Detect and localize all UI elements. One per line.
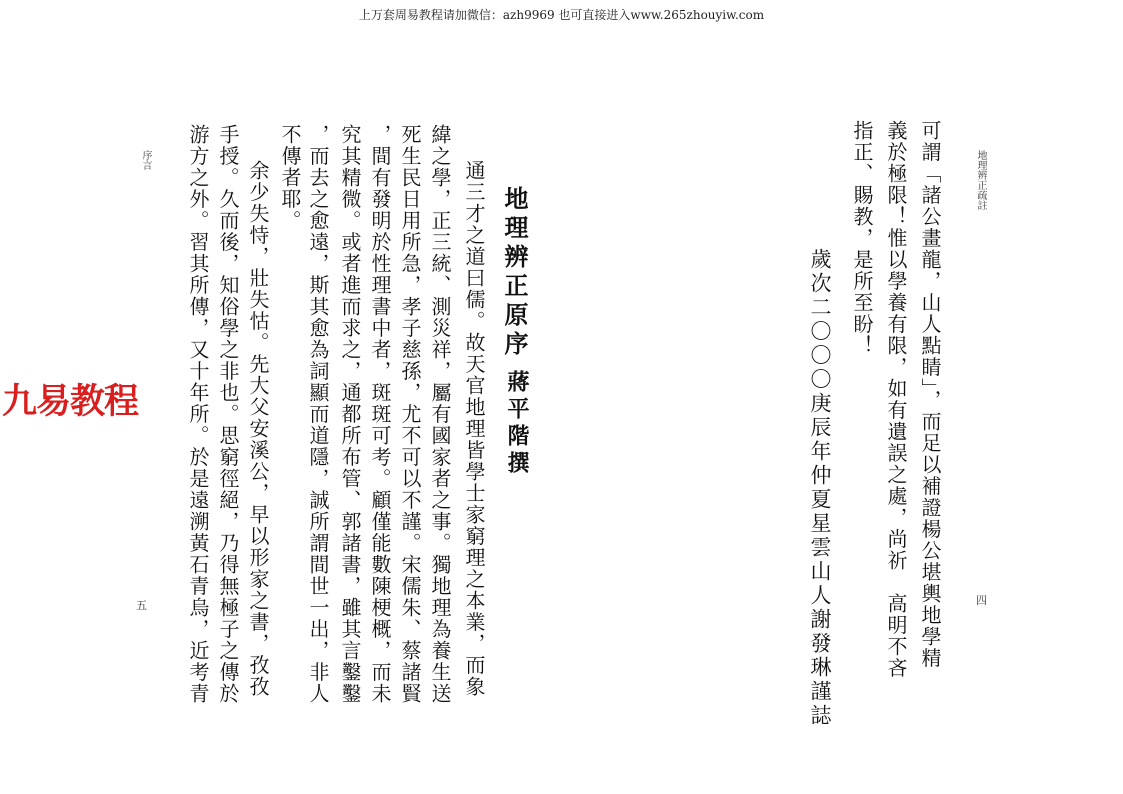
right-page-signature: 歲次二〇〇〇庚辰年仲夏星雲山人謝發琳謹誌 (808, 248, 832, 728)
left-page-footer: 序言 (140, 150, 151, 170)
left-page-line-7: 不傳者耶。 (278, 124, 302, 232)
preface-title: 地理辨正原序 (500, 186, 529, 360)
right-page-line-1: 可謂「諸公畫龍，山人點睛」，而足以補證楊公堪輿地學精 (918, 120, 942, 669)
preface-author: 蔣平階撰 (504, 370, 530, 478)
left-page-line-9: 手授。久而後，知俗學之非也。思窮徑絕，乃得無極子之傳於 (216, 124, 240, 705)
right-page-header: 地理辨正疏註 (975, 150, 986, 210)
top-banner-text: 上万套周易教程请加微信：azh9969 也可直接进入www.265zhouyiw.com (358, 8, 765, 22)
left-page-line-2: 緯之學，正三統、測災祥，屬有國家者之事。獨地理為養生送 (428, 124, 452, 705)
left-page-line-5: 究其精微。或者進而求之，通都所布管、郭諸書，雖其言鑿鑿 (338, 124, 362, 705)
left-page-line-8: 余少失恃，壯失怙。先大父安溪公，早以形家之書，孜孜 (246, 160, 270, 698)
left-page-line-6: ，而去之愈遠，斯其愈為詞顯而道隱，誠所謂間世一出，非人 (306, 124, 330, 705)
right-page-line-3: 指正、賜教，是所至盼！ (850, 120, 874, 357)
left-page-line-3: 死生民日用所急，孝子慈孫，尤不可以不謹。宋儒朱、蔡諸賢 (398, 124, 422, 705)
left-page-number: 五 (136, 599, 147, 612)
left-page-line-4: ，間有發明於性理書中者，斑斑可考。顧僅能數陳梗概，而未 (368, 124, 392, 705)
left-page-line-10: 游方之外。習其所傳，又十年所。於是遠溯黃石青烏，近考青 (186, 124, 210, 705)
right-page-number: 四 (976, 594, 987, 607)
left-page-line-1: 通三才之道曰儒。故天官地理皆學士家窮理之本業，而象 (462, 160, 486, 698)
right-page-line-2: 義於極限！惟以學養有限，如有遺誤之處，尚祈 高明不吝 (884, 120, 908, 679)
watermark-logo-text: 九易教程 (2, 382, 139, 422)
